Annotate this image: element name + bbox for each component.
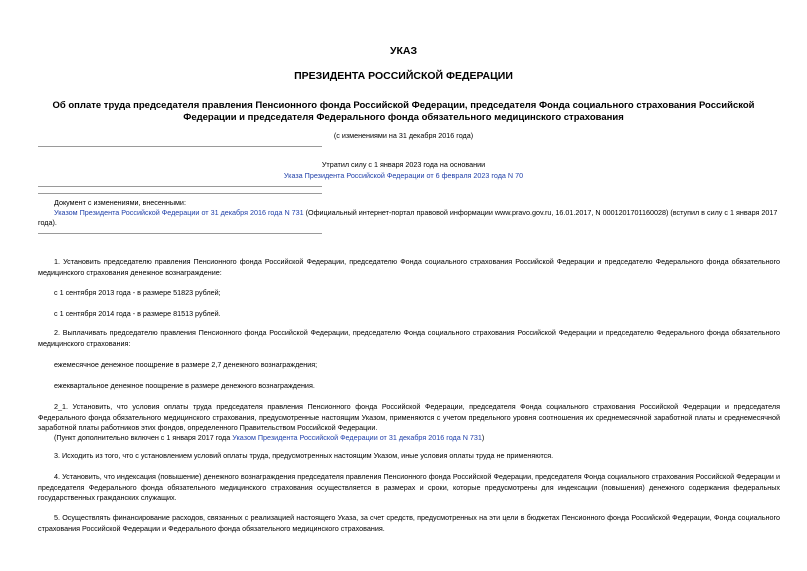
changes-block bbox=[38, 208, 780, 228]
amendment-link[interactable]: Указом Президента Российской Федерации от 31 декабря 2016 года N 731 bbox=[232, 433, 482, 442]
changes-intro: Документ с изменениями, внесенными: bbox=[54, 198, 186, 207]
paragraph-5: 5. Осуществлять финансирование расходов, связанных с реализацией настоящего Указа, за счет средств, предусмотренных на эти цели в бюджетах Пенсионного фонда Российской Федерации, Фонда социального страхования Российской Федерации и Федерального фонда обязательного медицинского страхования. bbox=[38, 513, 780, 533]
issuer-title: ПРЕЗИДЕНТА РОССИЙСКОЙ ФЕДЕРАЦИИ bbox=[294, 70, 513, 82]
changes-details: (Официальный интернет-портал правовой информации www.pravo.gov.ru, 16.01.2017, N 0001201701160028) (вступил в силу с 1 января 2017 года). bbox=[38, 208, 778, 227]
paragraph-2: 2. Выплачивать председателю правления Пенсионного фонда Российской Федерации, председателю Фонда социального страхования Российской Федерации и председателю Федерального фонда обязательного медицинского страхования: bbox=[38, 328, 780, 348]
doc-type-title: УКАЗ bbox=[389, 45, 418, 57]
paragraph-2a: ежемесячное денежное поощрение в размере 2,7 денежного вознаграждения; bbox=[54, 360, 318, 369]
basis-decree-link[interactable]: Указа Президента Российской Федерации от 6 февраля 2023 года N 70 bbox=[283, 171, 524, 180]
paragraph-2-1: 2_1. Установить, что условия оплаты труда председателя правления Пенсионного фонда Российской Федерации, председателя Фонда социального страхования Российской Федерации и председателя Федерального фонда обязательного медицинского страхования, предусмотренные настоящим Указом, применяются с учетом предельного уровня соотношения их среднемесячной заработной платы и среднемесячной заработной платы работников этих фондов, определенного Правительством Российской Федерации. bbox=[38, 402, 780, 432]
lost-force-note: Утратил силу с 1 января 2023 года на основании bbox=[321, 160, 486, 169]
paragraph-2b: ежеквартальное денежное поощрение в размере денежного вознаграждения. bbox=[54, 381, 315, 390]
lost-force-basis bbox=[0, 171, 807, 180]
paragraph-3: 3. Исходить из того, что с установлением условий оплаты труда, предусмотренных настоящим Указом, иные условия оплаты труда не применяются. bbox=[54, 451, 554, 460]
paragraph-4: 4. Установить, что индексация (повышение) денежного вознаграждения председателя правления Пенсионного фонда Российской Федерации, председателя Фонда социального страхования Российской Федерации и председателя Федерального фонда обязательного медицинского страхования осуществляется в размерах и сроки, которые предусмотрены для индексации (повышения) денежного содержания федеральных государственных гражданских служащих. bbox=[38, 472, 780, 502]
divider bbox=[38, 146, 322, 147]
paragraph-2-1-note: (Пункт дополнительно включен с 1 января 2017 года Указом Президента Российской Федерации от 31 декабря 2016 года N 731) bbox=[54, 433, 485, 442]
as-of-note: (с изменениями на 31 декабря 2016 года) bbox=[333, 131, 474, 140]
paragraph-1a: с 1 сентября 2013 года - в размере 51823 рублей; bbox=[54, 288, 221, 297]
amending-decree-link[interactable]: Указом Президента Российской Федерации от 31 декабря 2016 года N 731 bbox=[54, 208, 304, 217]
divider bbox=[38, 186, 322, 187]
paragraph-1b: с 1 сентября 2014 года - в размере 81513 рублей. bbox=[54, 309, 221, 318]
divider bbox=[38, 233, 322, 234]
divider bbox=[38, 193, 322, 194]
doc-subject: Об оплате труда председателя правления Пенсионного фонда Российской Федерации, председателя Фонда социального страхования Российской Федерации и председателя Федерального фонда обязательного медицинского страхования bbox=[52, 100, 755, 123]
paragraph-1: 1. Установить председателю правления Пенсионного фонда Российской Федерации, председателю Фонда социального страхования Российской Федерации и председателю Федерального фонда обязательного медицинского страхования денежное вознаграждение: bbox=[38, 257, 780, 277]
